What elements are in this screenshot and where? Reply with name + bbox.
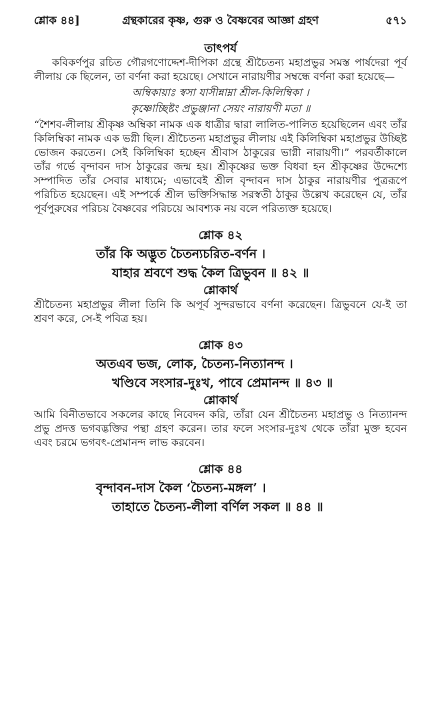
header-chapter-title: গ্রন্থকারের কৃষ্ণ, গুরু ও বৈষ্ণবের আজ্ঞা গ্রহণ [122,14,319,27]
purport-intro: কবিকর্ণপুর রচিত গৌরগণোদ্দেশ-দীপিকা গ্রন্থে শ্রীচৈতন্য মহাপ্রভুর সমস্ত পার্ষদেরা পূর্ব লীলায় কে ছিলেন, তা বর্ণনা করা হয়েছে। সেখানে নারায়ণীর সম্বন্ধে বর্ণনা করা হয়েছে— [34,57,407,83]
verse-43-heading: শ্লোক ৪৩ [198,338,243,352]
verse-42-heading: শ্লোক ৪২ [198,228,243,242]
purport-heading: তাৎপর্য [204,41,237,55]
header-verse-ref: শ্লোক ৪৪] [34,14,80,27]
verse-42-line-2: যাহার শ্রবণে শুদ্ধ কৈল ত্রিভুবন ॥ ৪২ ॥ [112,265,309,280]
verse-44-line-2: তাহাতে চৈতন্য-লীলা বর্ণিল সকল ॥ ৪৪ ॥ [112,499,324,514]
verse-44-heading: শ্লোক ৪৪ [198,462,243,476]
verse-43-translation: আমি বিনীতভাবে সকলের কাছে নিবেদন করি, তাঁরা যেন শ্রীচৈতন্য মহাপ্রভু ও নিত্যানন্দ প্রভু প্রদত্ত ভগবদ্ভক্তির পন্থা গ্রহণ করেন। তার ফলে সংসার-দুঃখ থেকে তাঁরা মুক্ত হবেন এবং চরমে ভগবৎ-প্রেমানন্দ লাভ করবেন। [34,409,407,449]
sanskrit-quote-line-1: অম্বিকায়াঃ স্বসা যাসীন্নাম্না শ্রীল-কিলিম্বিকা । [132,87,309,99]
verse-43-translation-heading: শ্লোকার্থ [203,393,238,407]
verse-42-translation: শ্রীচৈতন্য মহাপ্রভুর লীলা তিনি কি অপূর্ব সুন্দরভাবে বর্ণনা করেছেন। ত্রিভুবনে যে-ই তা শ্রবণ করে, সে-ই পবিত্র হয়। [34,299,407,325]
verse-43-line-2: খণ্ডিবে সংসার-দুঃখ, পাবে প্রেমানন্দ ॥ ৪৩ ॥ [112,375,333,390]
page-content [34,40,407,516]
running-header [34,12,407,28]
verse-43-line-1: অতএব ভজ, লোক, চৈতন্য-নিত্যানন্দ । [96,356,294,371]
verse-42-line-1: তাঁর কি অদ্ভুত চৈতন্যচরিত-বর্ণন । [96,246,266,261]
sanskrit-quote-line-2: কৃষ্ণোচ্ছিষ্টং প্রভুঞ্জানা সেয়ং নারায়ণী মতা ॥ [130,103,311,115]
verse-42-translation-heading: শ্লোকার্থ [203,283,238,297]
purport-body: “শৈশব-লীলায় শ্রীকৃষ্ণ অম্বিকা নামক এক ধাত্রীর দ্বারা লালিত-পালিত হয়েছিলেন এবং তাঁর কিলিম্বিকা নামক এক ভগ্নী ছিল। শ্রীচৈতন্য মহাপ্রভুর লীলায় এই কিলিম্বিকা মহাপ্রভুর উচ্ছিষ্ট ভোজন করতেন। সেই কিলিম্বিকা হচ্ছেন শ্রীবাস ঠাকুরের ভাগ্নী নারায়ণী।” পরবর্তীকালে তাঁর গর্ভে বৃন্দাবন দাস ঠাকুরের জন্ম হয়। শ্রীকৃষ্ণের ভক্ত বিধবা হন শ্রীকৃষ্ণের উদ্দেশ্যে সম্পাদিত তাঁর সেবার মাধ্যমে; এভাবেই শ্রীল বৃন্দাবন দাস ঠাকুর নারায়ণীর পুত্ররূপে পরিচিত হয়েছেন। এই সম্পর্কে শ্রীল ভক্তিসিদ্ধান্ত সরস্বতী ঠাকুর উল্লেখ করেছেন যে, তাঁর পূর্বপুরুষের পরিচয় বৈষ্ণবের পরিচয়ে আবশ্যক নয় বলে পরিত্যক্ত হয়েছে। [34,119,407,215]
verse-44-line-1: বৃন্দাবন-দাস কৈল ‘চৈতন্য-মঙ্গল’ । [96,480,267,495]
page-number: ৫৭১ [385,14,407,27]
